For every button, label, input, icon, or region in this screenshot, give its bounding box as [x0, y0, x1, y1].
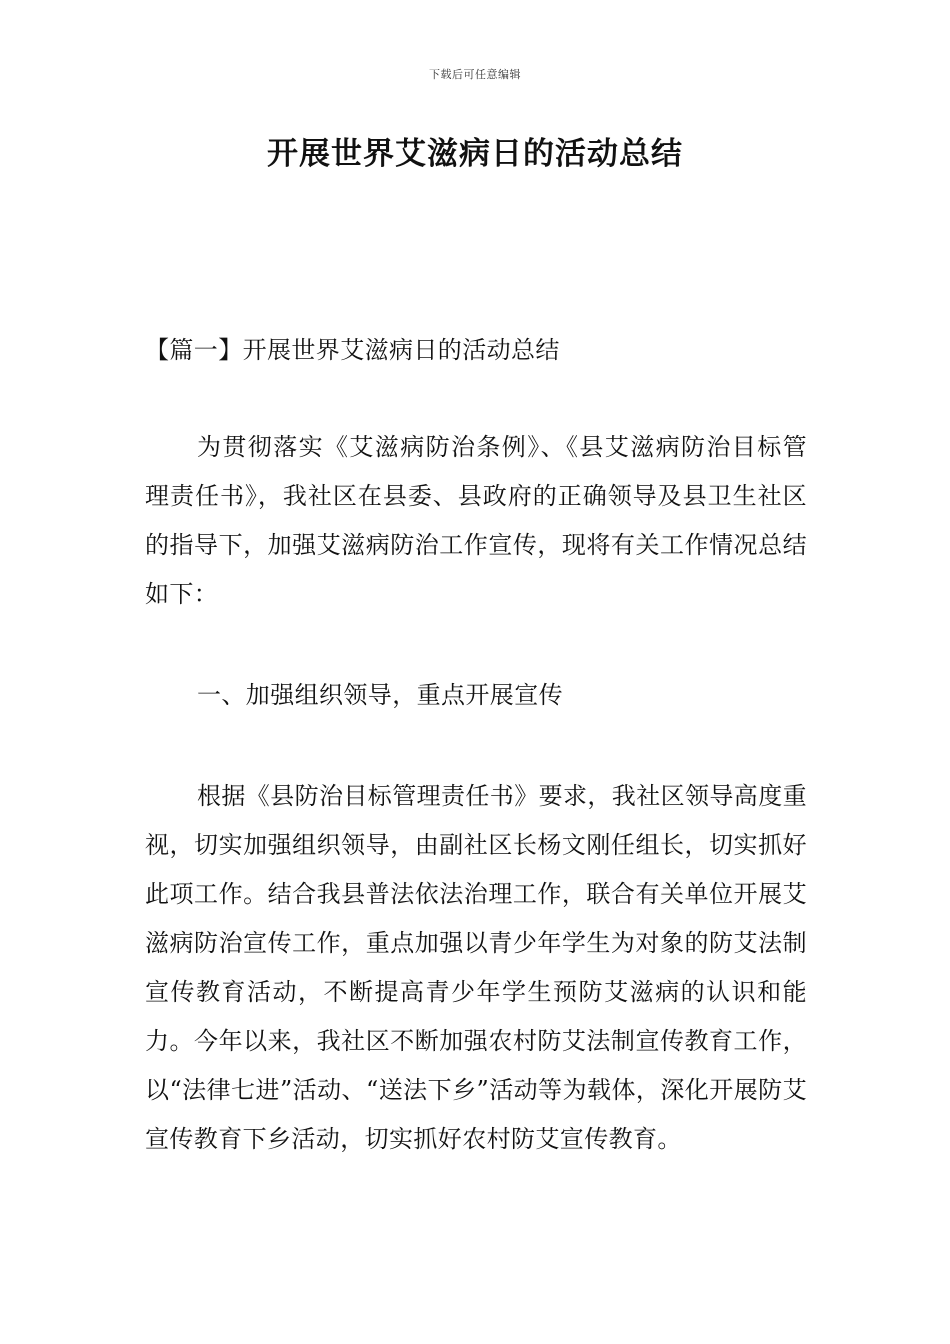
document-title: 开展世界艾滋病日的活动总结 [267, 136, 683, 172]
section-heading-1: 一、加强组织领导，重点开展宣传 [197, 681, 563, 709]
intro-paragraph: 为贯彻落实《艾滋病防治条例》、《县艾滋病防治目标管理责任书》，我社区在县委、县政府的正确领导及县卫生社区的指导下，加强艾滋病防治工作宣传，现将有关工作情况总结如下： [145, 433, 807, 608]
paragraph-1: 根据《县防治目标管理责任书》要求，我社区领导高度重视，切实加强组织领导，由副社区长杨文刚任组长，切实抓好此项工作。结合我县普法依法治理工作，联合有关单位开展艾滋病防治宣传工作，重点加强以青少年学生为对象的防艾法制宣传教育活动，不断提高青少年学生预防艾滋病的认识和能力。今年以来，我社区不断加强农村防艾法制宣传教育工作，以“法律七进”活动、“送法下乡”活动等为载体，深化开展防艾宣传教育下乡活动，切实抓好农村防艾宣传教育。 [145, 782, 807, 1153]
header-note: 下载后可任意编辑 [429, 68, 521, 81]
section-label: 【篇一】开展世界艾滋病日的活动总结 [145, 336, 560, 364]
